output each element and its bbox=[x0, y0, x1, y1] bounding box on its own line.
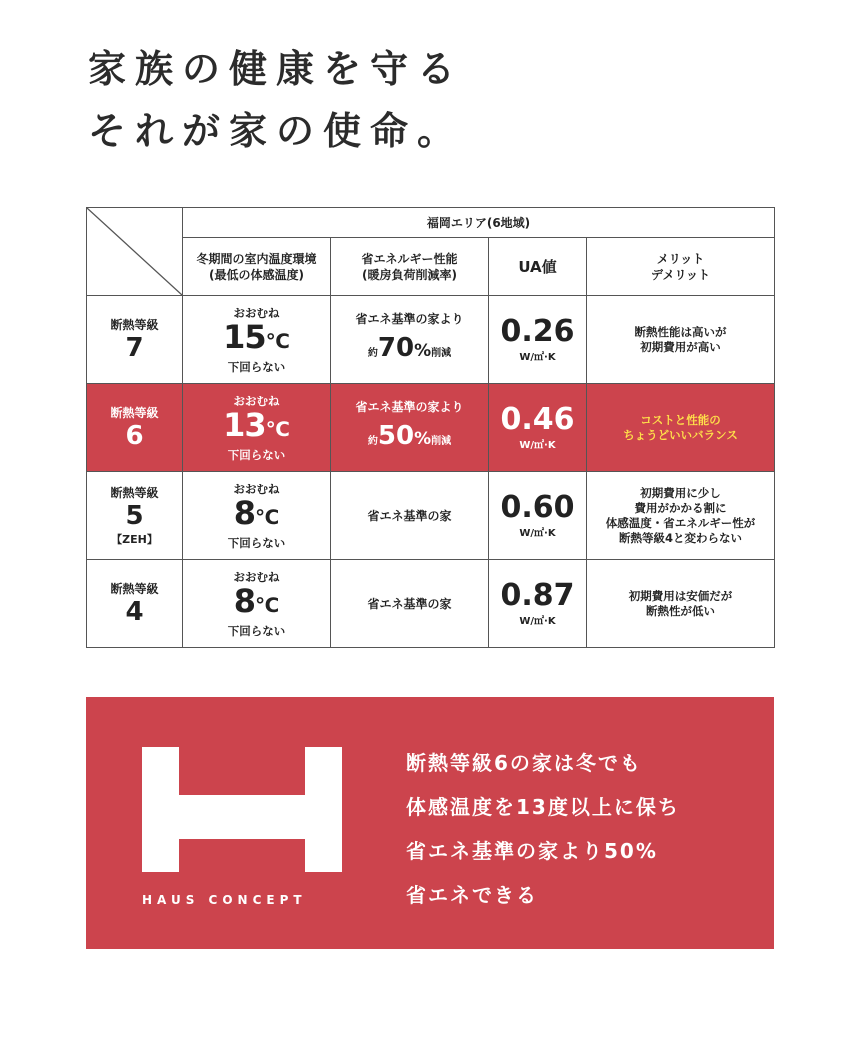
table-row-grade-4 bbox=[87, 560, 775, 648]
merit-cell: 初期費用は安価だが 断熱性が低い bbox=[587, 560, 775, 648]
grade-cell: 断熱等級 7 bbox=[87, 296, 183, 384]
table-corner-cell bbox=[87, 208, 183, 296]
logo-left-post bbox=[142, 747, 179, 872]
temperature-cell: おおむね 13℃ 下回らない bbox=[183, 384, 331, 472]
energy-reduction-value: 50 bbox=[377, 420, 415, 451]
diagonal-line bbox=[87, 208, 182, 295]
energy-cell: 省エネ基準の家 bbox=[331, 472, 489, 560]
grade-cell: 断熱等級 4 bbox=[87, 560, 183, 648]
logo-crossbar bbox=[179, 795, 305, 839]
temperature-cell: おおむね 8℃ 下回らない bbox=[183, 560, 331, 648]
ua-cell: 0.87 W/㎡·K bbox=[489, 560, 587, 648]
column-header-merit: メリット デメリット bbox=[587, 238, 775, 296]
merit-cell: 断熱性能は高いが 初期費用が高い bbox=[587, 296, 775, 384]
ua-cell: 0.26 W/㎡·K bbox=[489, 296, 587, 384]
banner-line-1: 断熱等級6の家は冬でも bbox=[406, 751, 642, 775]
grade-cell: 断熱等級 6 bbox=[87, 384, 183, 472]
ua-value: 0.87 bbox=[500, 578, 575, 613]
column-header-energy: 省エネルギー性能 (暖房負荷削減率) bbox=[331, 238, 489, 296]
ua-cell: 0.60 W/㎡·K bbox=[489, 472, 587, 560]
energy-cell: 省エネ基準の家より 約50%削減 bbox=[331, 384, 489, 472]
banner-line-2: 体感温度を13度以上に保ち bbox=[406, 795, 680, 819]
heading-line-2: それが家の使命。 bbox=[88, 109, 465, 153]
banner-line-4: 省エネできる bbox=[406, 883, 538, 907]
table-row-grade-7 bbox=[87, 296, 775, 384]
table-row-grade-6 bbox=[87, 384, 775, 472]
heading-line-1: 家族の健康を守る bbox=[88, 47, 465, 91]
zeh-badge: 【ZEH】 bbox=[111, 533, 158, 546]
temperature-cell: おおむね 8℃ 下回らない bbox=[183, 472, 331, 560]
merit-cell: コストと性能の ちょうどいいバランス bbox=[587, 384, 775, 472]
haus-concept-banner bbox=[86, 697, 774, 949]
page-heading bbox=[88, 38, 464, 162]
ua-cell: 0.46 W/㎡·K bbox=[489, 384, 587, 472]
logo-wordmark: HAUS CONCEPT bbox=[142, 893, 307, 907]
merit-cell: 初期費用に少し 費用がかかる割に 体感温度・省エネルギー性が 断熱等級4と変わらない bbox=[587, 472, 775, 560]
logo-right-post bbox=[305, 747, 342, 872]
temperature-value: 13 bbox=[223, 405, 266, 444]
temperature-cell: おおむね 15℃ 下回らない bbox=[183, 296, 331, 384]
column-header-ua: UA値 bbox=[489, 238, 587, 296]
temperature-value: 15 bbox=[223, 317, 266, 356]
energy-cell: 省エネ基準の家 bbox=[331, 560, 489, 648]
ua-value: 0.26 bbox=[500, 314, 575, 349]
energy-reduction-value: 70 bbox=[377, 332, 415, 363]
ua-value: 0.60 bbox=[500, 490, 575, 525]
ua-value: 0.46 bbox=[500, 402, 575, 437]
table-row-grade-5 bbox=[87, 472, 775, 560]
insulation-comparison-table bbox=[86, 207, 774, 648]
energy-cell: 省エネ基準の家より 約70%削減 bbox=[331, 296, 489, 384]
column-header-temperature: 冬期間の室内温度環境 (最低の体感温度) bbox=[183, 238, 331, 296]
temperature-value: 8 bbox=[233, 493, 256, 532]
grade-cell: 断熱等級 5 【ZEH】 bbox=[87, 472, 183, 560]
area-title: 福岡エリア(6地域) bbox=[183, 208, 775, 238]
banner-message bbox=[406, 741, 680, 917]
temperature-value: 8 bbox=[233, 581, 256, 620]
banner-line-3: 省エネ基準の家より50% bbox=[406, 839, 658, 863]
haus-concept-logo bbox=[142, 747, 342, 872]
